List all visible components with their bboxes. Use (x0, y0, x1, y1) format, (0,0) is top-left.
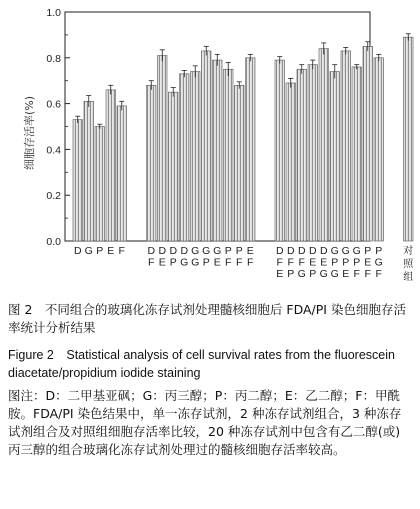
bar (202, 51, 212, 241)
bar (308, 65, 318, 241)
category-label: P (96, 245, 104, 257)
category-label: G (330, 268, 339, 280)
category-label: E (246, 245, 254, 257)
category-label: G (191, 245, 200, 257)
category-label: G (213, 245, 222, 257)
category-label: P (224, 245, 232, 257)
bar (73, 120, 83, 241)
bar (363, 46, 373, 241)
bar (275, 60, 285, 241)
y-tick-label: 0.2 (46, 190, 61, 203)
category-label: F (298, 256, 305, 269)
category-label: G (352, 245, 361, 257)
y-axis-label: 细胞存活率(%) (23, 95, 36, 171)
bar (117, 106, 127, 241)
category-label: D (286, 245, 295, 257)
bar (84, 101, 94, 241)
category-label: G (297, 268, 306, 280)
y-tick-label: 0.4 (46, 144, 61, 157)
bar (352, 67, 362, 241)
bar (180, 74, 190, 241)
category-labels (74, 244, 414, 283)
category-label: 组 (403, 272, 414, 283)
category-label: G (374, 256, 383, 269)
category-label: P (353, 256, 361, 269)
bar (147, 85, 157, 241)
y-tick-label: 0.6 (46, 98, 61, 111)
category-label: F (236, 256, 243, 269)
y-tick-label: 0.8 (46, 52, 61, 65)
category-label: D (169, 245, 178, 257)
bar (297, 69, 307, 241)
figure-caption-english: Figure 2 Statistical analysis of cell survival rates from the fluorescein diacetate/propidium iodide staining (8, 348, 395, 380)
category-label: D (158, 245, 167, 257)
category-label: P (331, 256, 339, 269)
bar (341, 51, 351, 241)
figure-note: 图注：D：二甲基亚砜；G：丙三醇；P：丙二醇；E：乙二醇；F：甲酰胺。FDA/PI 染色结果中，单一冻存试剂，2 种冻存试剂组合，3 种冻存试剂组合及对照组细胞存活率比较，20 种冻存试剂中包含有乙二醇(或)丙三醇的组合玻璃化冻存试剂处理过的髓核细胞存活率较高。 (8, 388, 402, 457)
category-label: F (276, 256, 283, 269)
category-label: E (213, 256, 221, 269)
category-label: P (364, 245, 372, 257)
category-label: D (297, 245, 306, 257)
category-label: E (320, 256, 328, 269)
category-label: E (364, 256, 372, 269)
bar (158, 56, 168, 241)
bar (235, 85, 245, 241)
bar (404, 37, 414, 241)
category-label: G (330, 245, 339, 257)
category-label: F (364, 268, 371, 280)
bar (95, 127, 105, 242)
category-label: E (309, 256, 317, 269)
category-label: D (147, 245, 156, 257)
category-label: P (235, 245, 243, 257)
category-label: D (308, 245, 317, 257)
bar (169, 92, 179, 241)
category-label: F (247, 256, 254, 269)
category-label: D (73, 245, 82, 257)
category-label: F (375, 268, 382, 280)
category-label: E (107, 245, 115, 257)
bar (286, 83, 296, 241)
bar (319, 49, 329, 241)
category-label: P (169, 256, 177, 269)
bar (106, 90, 116, 241)
category-label: G (191, 256, 200, 269)
y-tick-label: 0.0 (46, 236, 61, 248)
bars (73, 34, 413, 241)
category-label: F (287, 256, 294, 269)
category-label: E (276, 268, 284, 280)
y-tick-label: 1.0 (46, 7, 61, 19)
category-label: D (319, 245, 328, 257)
bar (224, 69, 234, 241)
category-label: G (202, 245, 211, 257)
bar (374, 58, 384, 241)
category-label: P (287, 268, 295, 280)
category-label: D (180, 245, 189, 257)
category-label: E (158, 256, 166, 269)
category-label: F (353, 268, 360, 280)
category-label: 照 (403, 259, 414, 270)
bar (246, 58, 256, 241)
figure-caption-chinese: 图 2 不同组合的玻璃化冻存试剂处理髓核细胞后 FDA/PI 染色细胞存活率统计分析结果 (8, 302, 406, 335)
category-label: P (375, 245, 383, 257)
category-label: P (342, 256, 350, 269)
category-label: E (342, 268, 350, 280)
category-label: G (319, 268, 328, 280)
category-label: F (148, 256, 155, 269)
category-label: P (309, 268, 317, 280)
category-label: D (275, 245, 284, 257)
bar (213, 60, 223, 241)
bar (191, 72, 201, 241)
category-label: F (118, 245, 125, 257)
category-label: F (225, 256, 232, 269)
category-label: G (341, 245, 350, 257)
category-label: P (202, 256, 210, 269)
category-label: 对 (403, 246, 414, 257)
category-label: G (180, 256, 189, 269)
bar (330, 72, 340, 241)
category-label: G (84, 245, 93, 257)
